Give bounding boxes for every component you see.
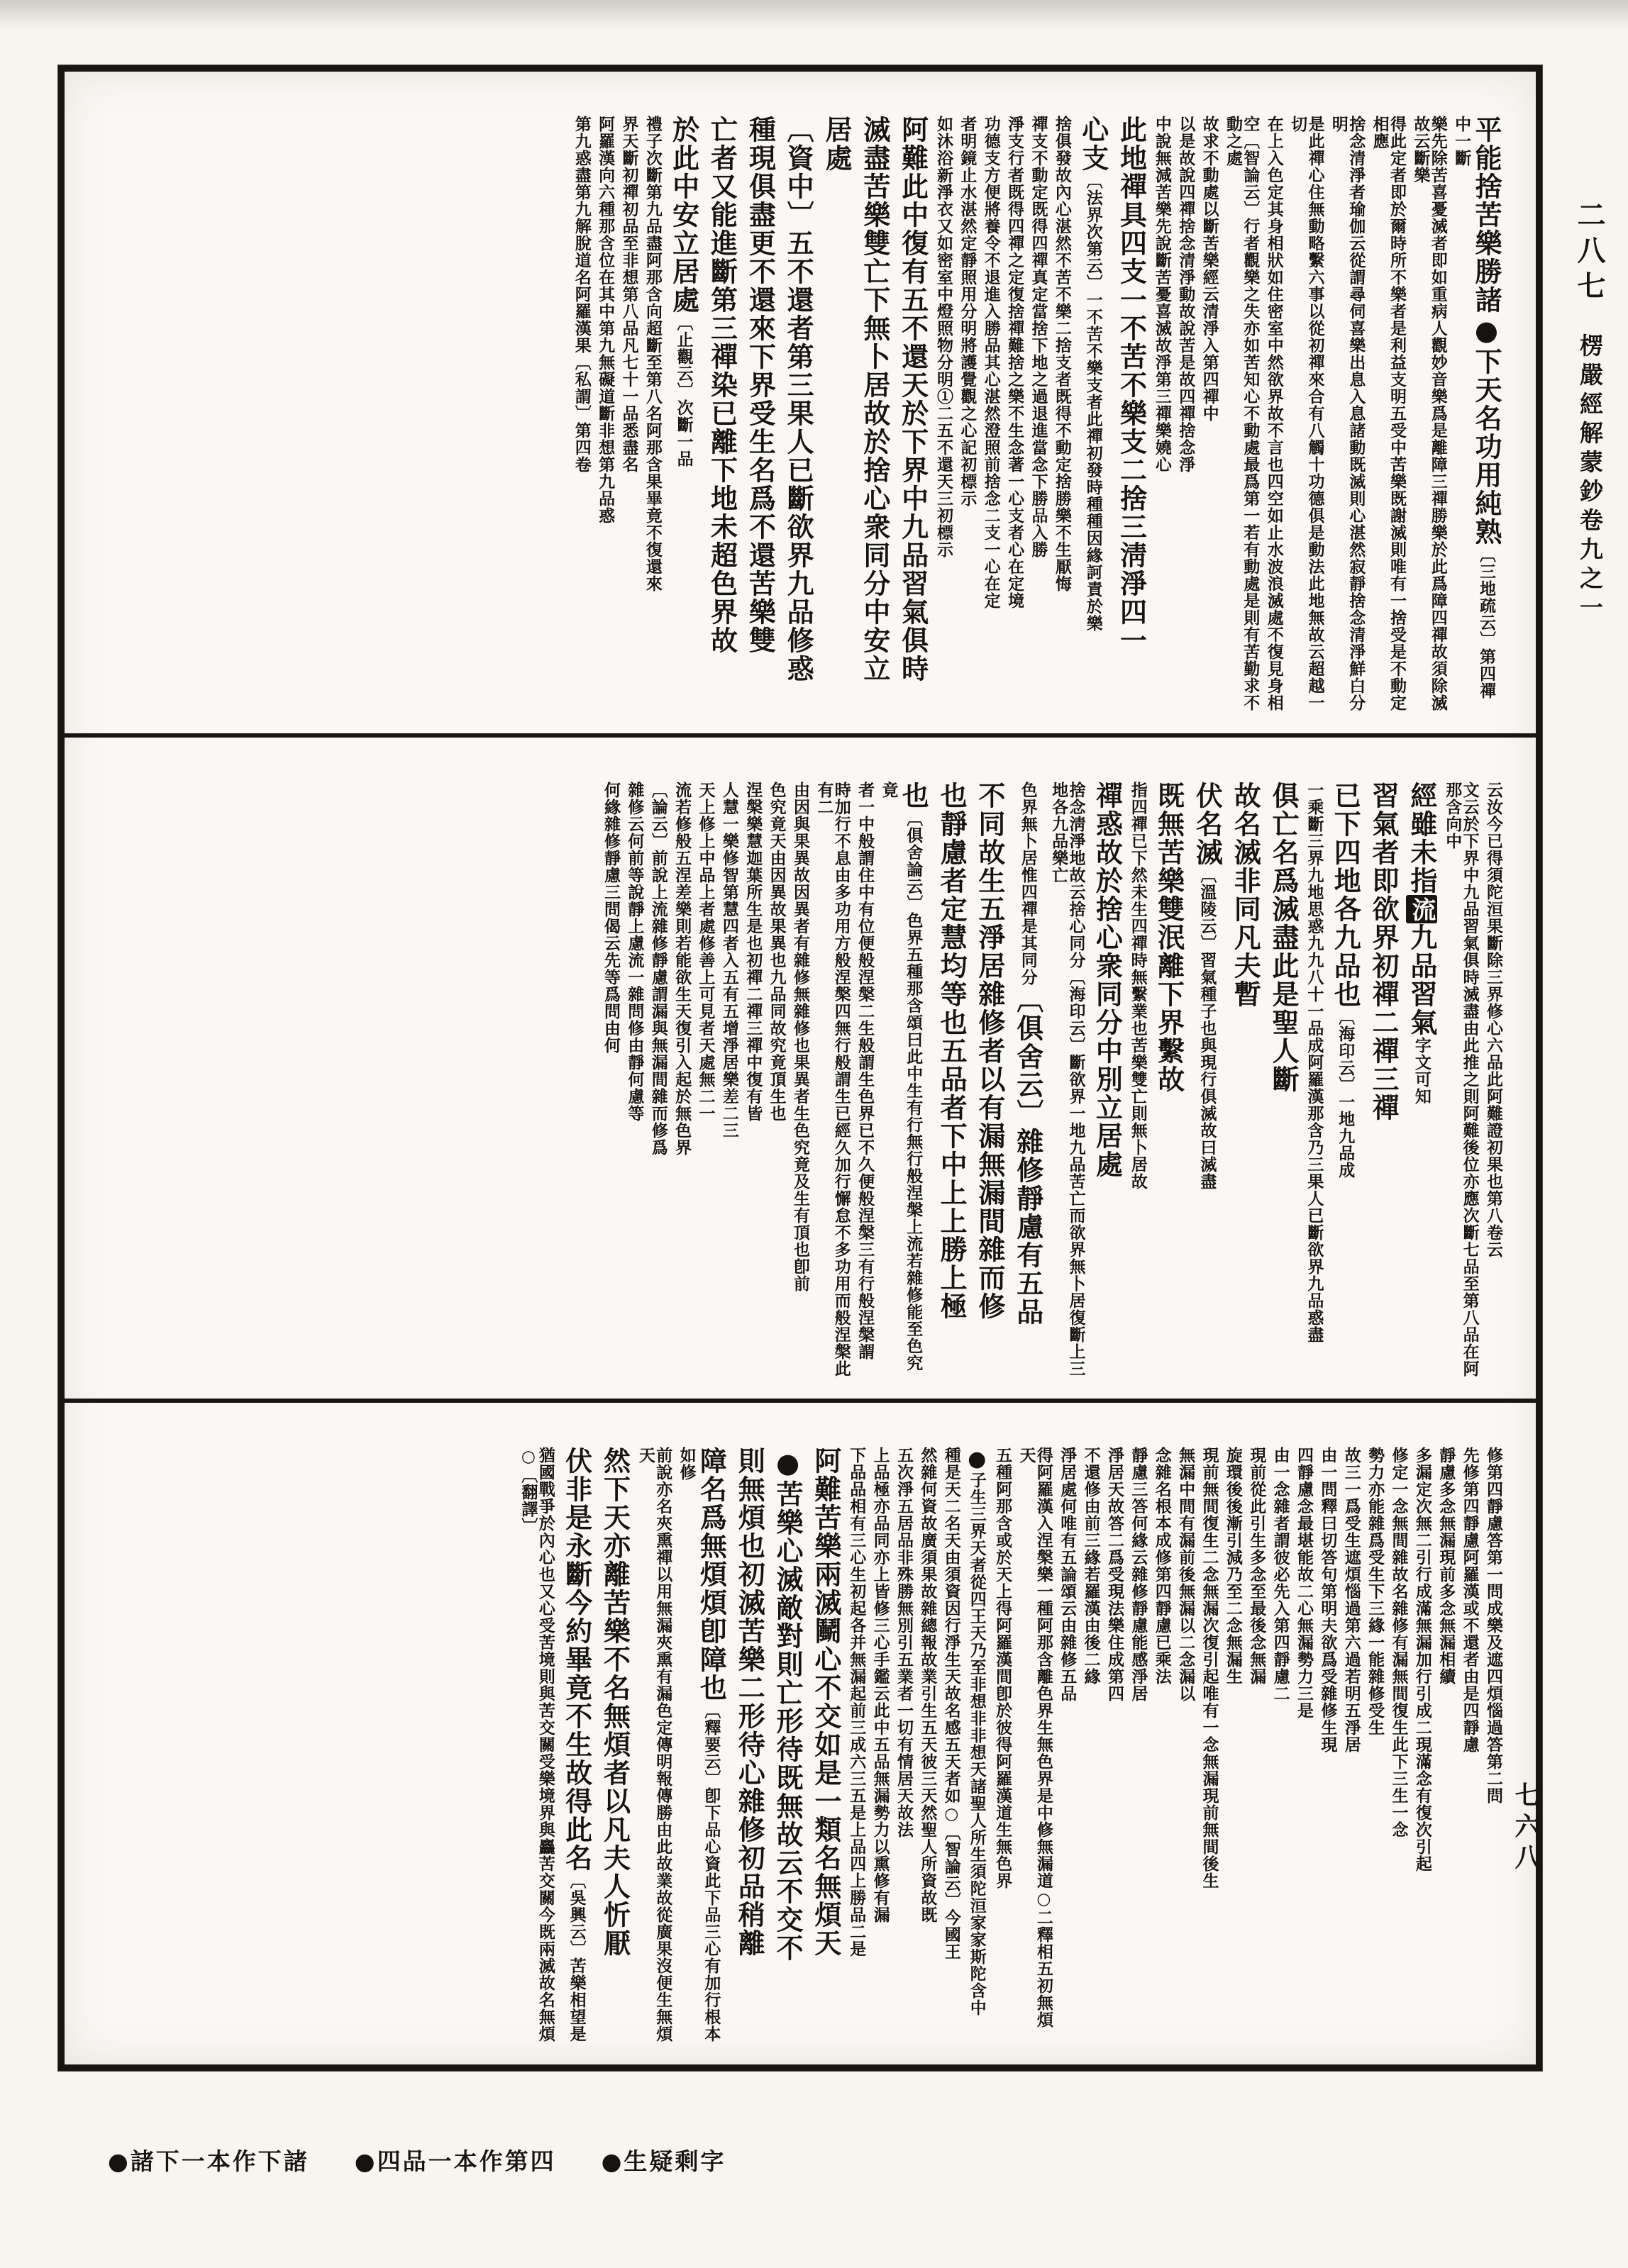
band-middle xyxy=(65,733,1536,1399)
text-column xyxy=(942,1447,959,2045)
main-text-run: 居處 xyxy=(820,116,853,172)
text-column xyxy=(1444,782,1478,1379)
main-text-run: 故名滅非同凡夫暫 xyxy=(1229,781,1262,1008)
annotation-text-run: 禮子次斷第九品盡阿那含向超斷至第八名阿那含果畢竟不復還來 xyxy=(643,116,663,592)
main-text-run: 阿難此中復有五不還天於下界中九品習氣俱時 xyxy=(897,116,929,683)
main-text-run: 已下四地各九品也 xyxy=(1329,781,1362,1008)
text-column xyxy=(1289,116,1324,713)
main-text-run: 也靜慮者定慧均等也五品者下中上上勝上極 xyxy=(936,781,968,1321)
annotation-text-run: 旋環後後漸引減乃至二念無漏生 xyxy=(1223,1447,1243,1686)
text-column xyxy=(895,1447,912,2045)
text-column xyxy=(706,116,738,713)
annotation-text-run: 第九惑盡第九解脫道名阿羅漢果〔私謂〕第四卷 xyxy=(572,116,592,473)
annotation-text-run: 先修第四靜慮阿羅漢或不還者由是四靜慮 xyxy=(1460,1447,1480,1754)
text-column xyxy=(519,1447,554,2045)
text-column xyxy=(744,782,761,1379)
annotation-text-run: 涅槃樂慧迦葉所生是也初禪二禪三禪中復有皆 xyxy=(743,781,763,1122)
annotation-text-run: 如沐浴新淨衣又如密室中燈照物分明①二五不還天三初標示 xyxy=(934,116,954,558)
annotation-text-run: 界天斷初禪初品至非想第八品凡七十一品悉盡名 xyxy=(619,116,639,473)
text-column xyxy=(1177,116,1194,713)
text-column xyxy=(1295,1447,1312,2045)
text-column xyxy=(1342,1447,1359,2045)
annotation-text-run: 〔論云〕前說上流雜修靜慮謂漏與無漏間雜而修爲 xyxy=(648,781,668,1156)
text-column xyxy=(1405,782,1437,1379)
text-column xyxy=(1370,116,1405,713)
annotation-text-run: 種是天二名天由須資因行淨生天故名感五天者如○〔智論云〕今國王 xyxy=(941,1447,961,1961)
annotation-text-run: 流若修般五涅差樂則若能欲生天復引入起於無色界 xyxy=(672,781,692,1156)
text-column xyxy=(820,116,852,713)
main-text-run: 心支 xyxy=(1077,116,1109,172)
main-text-run: 也 xyxy=(897,781,930,810)
annotation-text-run: 上品極亦品同亦上皆修三心手鑑云此中五品無漏勢力以熏修有漏 xyxy=(870,1447,890,1924)
text-column xyxy=(1029,116,1046,713)
annotation-text-run: 捨念淸淨地故云捨心同分〔海印云〕斷欲界一地九品苦亡而欲界無卜居復斷上三地各九品樂亡 xyxy=(1049,781,1086,1377)
footnote-item: ●生疑剩字 xyxy=(601,2147,726,2175)
text-column xyxy=(572,116,592,713)
main-text-run: 障名爲無煩煩卽障也 xyxy=(695,1447,728,1703)
main-text-run: 則無煩也初滅苦樂二形待心雜修初品稍離 xyxy=(733,1447,766,1958)
annotation-text-run: 修定一念無間雜故名雜修有漏無間復生此下三生一念 xyxy=(1389,1447,1409,1839)
text-column xyxy=(643,116,663,713)
annotation-text-run: 靜慮三答何緣云雜修靜慮能感淨居 xyxy=(1129,1447,1148,1703)
annotation-text-run: 功德支方便將養令不退進入勝品其心湛然澄照前捨念二支一心在定 xyxy=(981,116,1001,609)
text-column xyxy=(1367,782,1399,1379)
text-column xyxy=(649,782,666,1379)
annotation-text-run: 者明鏡止水湛然定靜照用分明將護覺觀之心記初標示 xyxy=(958,116,978,507)
text-column xyxy=(871,1447,888,2045)
annotation-text-run: 〔海印云〕一地九品成 xyxy=(1336,1008,1356,1179)
annotation-text-run: 五次淨五居品非殊勝無別引五業者一切有情居天故法 xyxy=(895,1447,914,1839)
text-column xyxy=(1330,116,1365,713)
main-text-run: 種現俱盡更不還來下界受生名爲不還苦樂雙 xyxy=(744,116,777,655)
text-column xyxy=(602,782,619,1379)
main-text-run: 既無苦樂雙泯離下界繫故 xyxy=(1153,781,1185,1094)
annotation-text-run: 字文可知 xyxy=(1412,1036,1432,1105)
text-column xyxy=(1366,1447,1383,2045)
text-column xyxy=(1153,116,1170,713)
text-column xyxy=(815,782,850,1379)
annotation-text-run: 以是故說四禪捨念清淨動故說苦是故四禪捨念淨 xyxy=(1176,116,1196,473)
main-text-run: 〔俱舍云〕雜修靜慮有五品 xyxy=(1012,985,1044,1326)
annotation-text-run: 〔止觀云〕次斷一品 xyxy=(674,314,694,467)
annotation-text-run: 〔釋要云〕卽下品心資此下品三心有加行根本如修 xyxy=(677,1447,721,2043)
annotation-text-run: 〔三地疏云〕第四禪中一斷 xyxy=(1452,116,1496,699)
text-column xyxy=(626,782,643,1379)
text-column xyxy=(1319,1447,1336,2045)
annotation-text-run: 得此定者即於爾時所不樂者是利益支明五受中苦樂既謝滅則唯有一捨受是不動定相應 xyxy=(1370,116,1407,711)
text-column xyxy=(1091,782,1123,1379)
text-column xyxy=(994,1447,1011,2045)
text-column xyxy=(1177,1447,1194,2045)
annotation-text-run: 淨居處何唯有五論頌云由雜修五品 xyxy=(1058,1447,1078,1703)
text-column xyxy=(848,1447,865,2045)
text-column xyxy=(1461,1447,1478,2045)
annotation-text-run: 云汝今已得須陀洹果斷除三界修心六品此阿難證初果也第八卷云 xyxy=(1484,781,1503,1258)
main-text-run: 俱亡名爲滅盡此是聖人斷 xyxy=(1268,781,1300,1094)
main-text-run: 亡者又能進斷第三禪染已離下地未超色界故 xyxy=(706,116,738,655)
text-column xyxy=(1153,782,1185,1379)
annotation-text-run: 淨支行者既得四禪之定復捨禪難捨之樂不生念著一心支者心在定境 xyxy=(1005,116,1025,609)
main-text-run: 然下天亦離苦樂不名無煩者以凡夫人忻厭 xyxy=(599,1447,631,1958)
footnote-item: ●四品一本作第四 xyxy=(354,2147,556,2175)
text-column xyxy=(677,1447,726,2045)
text-column xyxy=(599,1447,631,2045)
annotation-text-run: 樂先除苦喜憂滅者即如重病人觀妙音樂爲是離障三禪勝樂於此爲障四禪故須除滅故云斷樂 xyxy=(1411,116,1448,711)
text-column xyxy=(1229,782,1261,1379)
text-column xyxy=(1390,1447,1407,2045)
annotation-text-run: 色界無卜居惟四禪是其同分 xyxy=(1018,781,1038,986)
annotation-text-run: 色究竟天由因異故果異也九品同故究竟頂生也 xyxy=(767,781,787,1122)
annotation-text-run: 中說無減苦樂先說斷苦憂喜滅故淨第三禪樂嬈心 xyxy=(1152,116,1172,473)
text-column xyxy=(1129,782,1146,1379)
text-column xyxy=(1224,1447,1241,2045)
annotation-text-run: 前說亦名夾熏禪以用無漏夾熏有漏色定傳明報傳勝由此故業故從廣果沒便生無煩天 xyxy=(636,1447,673,2043)
annotation-text-run: 猶國戰爭於內心也又心受苦境則與苦交關受樂境界與麤苦交關今既兩滅故名無煩○〔翻譯〕 xyxy=(519,1447,555,2043)
text-column xyxy=(1191,782,1223,1379)
text-column xyxy=(1329,782,1361,1379)
main-text-run: 於此中安立居處 xyxy=(668,116,700,314)
main-text-run: 不同故生五淨居雜修者以有漏無漏間雜而修 xyxy=(973,781,1006,1321)
text-column xyxy=(1271,1447,1288,2045)
text-column xyxy=(636,1447,671,2045)
text-column xyxy=(1129,1447,1146,2045)
annotation-text-run: 由因與果異故因異者有雜修無雜修也果異者生色究竟及生有頂也卽前 xyxy=(790,781,810,1292)
annotation-text-run: 一乘斷三界九地思惑九九八十一品成阿羅漢那含乃三果人已斷欲界九品惑盡 xyxy=(1305,781,1324,1343)
text-column xyxy=(964,1447,990,2045)
text-column xyxy=(744,116,776,713)
collation-footnotes xyxy=(108,2143,726,2177)
text-column xyxy=(973,782,1005,1379)
text-column xyxy=(597,116,614,713)
annotation-text-run: 〔溫陵云〕習氣種子也與現行俱滅故曰滅盡 xyxy=(1197,866,1217,1190)
text-column xyxy=(919,1447,936,2045)
annotation-text-run: 五種阿那含或於天上得阿羅漢間卽於彼得阿羅漢道生無色界 xyxy=(993,1447,1013,1890)
annotation-text-run: 〔法界次第云〕一不苦不樂支者此禪初發時種種因緣訶責於樂 xyxy=(1083,172,1103,632)
text-column xyxy=(1485,1447,1502,2045)
annotation-text-run: 者一中般謂住中有位便般涅槃二生般謂生色界已不久便般涅槃三有行般涅槃謂 xyxy=(855,781,875,1360)
annotation-text-run: 念雜名根本成修第四靜慮已乘法 xyxy=(1152,1447,1172,1686)
annotation-text-run: 指四禪已下然未生四禪時無繫業也苦樂雙亡則無卜居故 xyxy=(1128,781,1148,1190)
text-column xyxy=(1017,1447,1052,2045)
main-text-run: 經雖未指 xyxy=(1405,781,1438,895)
main-text-run: 滅盡苦樂雙亡下無卜居故於捨心衆同分中安立 xyxy=(858,116,891,683)
margin-page-number-top: 二八七 xyxy=(1573,200,1606,306)
annotation-text-run: 四靜慮念最堪能故二心無漏勢力三是 xyxy=(1295,1447,1314,1720)
annotation-text-run: 人慧一樂修智第慧四者入五有五增淨居樂差二三 xyxy=(719,781,739,1139)
annotation-text-run: 無漏中間有漏前後無漏以二念漏以 xyxy=(1176,1447,1196,1703)
text-column xyxy=(768,782,785,1379)
text-column xyxy=(1006,116,1023,713)
text-column xyxy=(935,116,952,713)
text-column xyxy=(673,782,690,1379)
main-text-run: 伏非是永斷今約畢竟不生故得此名 xyxy=(560,1447,593,1873)
text-column xyxy=(733,1447,765,2045)
annotation-text-run: 文云於下界中九品習氣俱時滅盡由此推之則阿難後位亦應次斷七品至第八品在阿那含向中 xyxy=(1443,781,1480,1377)
margin-volume-title: 楞嚴經解蒙鈔卷九之一 xyxy=(1576,333,1604,624)
text-column xyxy=(1200,1447,1217,2045)
annotation-text-run: 〔俱舍論云〕色界五種那含頌曰此中生有行無行般涅槃上流若雜修能至色究竟 xyxy=(879,781,924,1372)
text-column xyxy=(897,116,929,713)
text-column xyxy=(1305,782,1322,1379)
annotation-text-run: 由一問釋曰切答句第明夫欲爲受雜修生現 xyxy=(1318,1447,1338,1754)
inverted-gloss-char: 流 xyxy=(1406,895,1437,923)
text-column xyxy=(1053,116,1070,713)
text-column xyxy=(809,1447,841,2045)
annotation-text-run: 不還修由前三緣若羅漢由後二緣 xyxy=(1081,1447,1101,1686)
annotation-text-run: 現前從此引生多念至最後念無漏 xyxy=(1247,1447,1267,1686)
annotation-text-run: 修第四靜慮答第一問成樂及遮四煩惱過答第二問 xyxy=(1484,1447,1503,1805)
text-column xyxy=(1200,116,1217,713)
annotation-text-run: 由一念雜者謂彼必先入第四靜慮二 xyxy=(1270,1447,1290,1703)
annotation-text-run: 阿羅漢向六種那含位在其中第九無礙道斷非想第九品惑 xyxy=(596,116,616,524)
text-column xyxy=(560,1447,592,2045)
text-column xyxy=(1412,116,1446,713)
text-column xyxy=(1115,116,1147,713)
text-column xyxy=(1082,1447,1099,2045)
annotation-text-run: 靜慮多念無漏現前多念無漏相續 xyxy=(1436,1447,1456,1686)
text-column xyxy=(958,116,978,713)
text-column xyxy=(771,1447,803,2045)
annotation-text-run: 多漏定次無二引行成滿無漏加行引成二現滿念有復次引起 xyxy=(1412,1447,1432,1873)
annotation-text-run: 禪支不動定既得四禪真定當捨下地之過退進當念下勝品入勝 xyxy=(1029,116,1048,558)
text-column xyxy=(1437,1447,1454,2045)
text-column xyxy=(1267,782,1299,1379)
annotation-text-run: 故求不動處以斷苦樂經云清淨入第四禪中 xyxy=(1200,116,1219,422)
annotation-text-run: 然雜何資故廣須果故雜總報故業引生五天彼三天然聖人所資故既 xyxy=(918,1447,938,1924)
text-column xyxy=(1485,782,1502,1379)
band-top xyxy=(65,72,1536,733)
text-column xyxy=(697,782,714,1379)
text-column xyxy=(880,782,929,1379)
main-text-run: 阿難苦樂兩滅鬭心不交如是一類名無煩天 xyxy=(809,1447,842,1958)
annotation-text-run: 是此禪心住無動略繫六事以從初禪來合有八觸十功德俱是動法此地無故云超越一切 xyxy=(1288,116,1325,711)
annotation-text-run: 空〔智論云〕行者觀樂之失亦如苦知心不動處最爲第一若有動處是則有苦勤求不動之處 xyxy=(1224,116,1261,711)
annotation-text-run: 在上入色定其身相狀如住密室中然欲界故不言也四空如止水波浪滅處不復見身相 xyxy=(1264,116,1284,711)
text-column xyxy=(1265,116,1282,713)
annotation-text-run: 天上修上中品上者處修善上可見者天處無二一 xyxy=(696,781,716,1122)
annotation-text-run: 勢力亦能雜爲受生下三緣一能雜修受生 xyxy=(1366,1447,1385,1737)
band-bottom xyxy=(65,1399,1536,2064)
annotation-text-run: 下品品相有三心生初起各并無漏起前三成六三五是上品四上勝品二是 xyxy=(847,1447,867,1958)
text-column xyxy=(858,116,890,713)
text-column xyxy=(982,116,999,713)
annotation-text-run: 〔吳興云〕苦樂相望是 xyxy=(567,1872,587,2043)
text-column xyxy=(1453,116,1502,713)
annotation-text-run: 子生三界天者從四王天乃至非想非非想天諸聖人所生須陀洹家家斯陀含中 xyxy=(967,1472,987,2017)
text-column xyxy=(1224,116,1259,713)
annotation-text-run: 捨念清淨者瑜伽云從謂尋伺喜樂出息入息諸動既滅則心湛然寂靜捨念清淨鮮白分明 xyxy=(1329,116,1366,711)
text-column xyxy=(1058,1447,1078,2045)
text-column xyxy=(856,782,873,1379)
main-text-run: 習氣者即欲界初禪二禪三禪 xyxy=(1368,781,1400,1122)
main-text-run: 禪惑故於捨心衆同分中別立居處 xyxy=(1091,781,1124,1179)
note-marker-icon: ● xyxy=(964,1447,990,1472)
main-text-run: 九品習氣 xyxy=(1405,923,1438,1037)
annotation-text-run: 現前無間復生二念無漏次復引起唯有一念無漏現前無間後生 xyxy=(1200,1447,1219,1890)
annotation-text-run: 雜修云何前等說靜上慮流一雜問修由靜何慮等 xyxy=(625,781,645,1122)
text-column xyxy=(720,782,737,1379)
annotation-text-run: 時加行不息由多功用方般涅槃四無行般謂生已經久加行懈怠不多功用而般涅槃此有二 xyxy=(814,781,851,1377)
text-column xyxy=(792,782,809,1379)
text-column xyxy=(1153,1447,1170,2045)
text-column xyxy=(668,116,699,713)
text-column xyxy=(935,782,967,1379)
text-column xyxy=(1248,1447,1265,2045)
annotation-text-run: 何緣雜修靜慮三問偈云先等爲問由何 xyxy=(601,781,621,1054)
annotation-text-run: 淨居天故答二爲受現法樂住成第四 xyxy=(1105,1447,1124,1703)
margin-page-number-bottom: 七六八 xyxy=(1511,1781,1541,1875)
footnote-item: ●諸下一本作下諸 xyxy=(108,2147,309,2175)
main-text-run: 〔資中〕五不還者第三果人已斷欲界九品修惑 xyxy=(782,116,815,683)
text-column xyxy=(1050,782,1085,1379)
text-column xyxy=(782,116,814,713)
main-text-run: 平能捨苦樂勝諸●下天名功用純熟 xyxy=(1471,116,1502,546)
annotation-text-run: 得阿羅漢入涅槃樂一種阿那含離色界生無色界是中修無漏道○二釋相五初無煩天 xyxy=(1017,1447,1053,2029)
main-text-run: 此地禪具四支一不苦不樂支二捨三淸淨四一 xyxy=(1115,116,1148,655)
main-text-run: ●苦樂心滅敵對則亡形待既無故云不交不 xyxy=(772,1447,804,1963)
text-column xyxy=(1012,782,1043,1379)
text-column xyxy=(1077,116,1109,713)
text-frame xyxy=(58,65,1542,2071)
annotation-text-run: 故三一爲受生遮煩惱過第六過若明五淨居 xyxy=(1341,1447,1361,1754)
annotation-text-run: 捨俱發故內心湛然不苦不樂二捨支者既得不動定捨勝樂不生厭悔 xyxy=(1052,116,1072,592)
text-column xyxy=(1106,1447,1123,2045)
text-column xyxy=(620,116,637,713)
main-text-run: 伏名滅 xyxy=(1191,781,1224,867)
text-column xyxy=(1414,1447,1431,2045)
